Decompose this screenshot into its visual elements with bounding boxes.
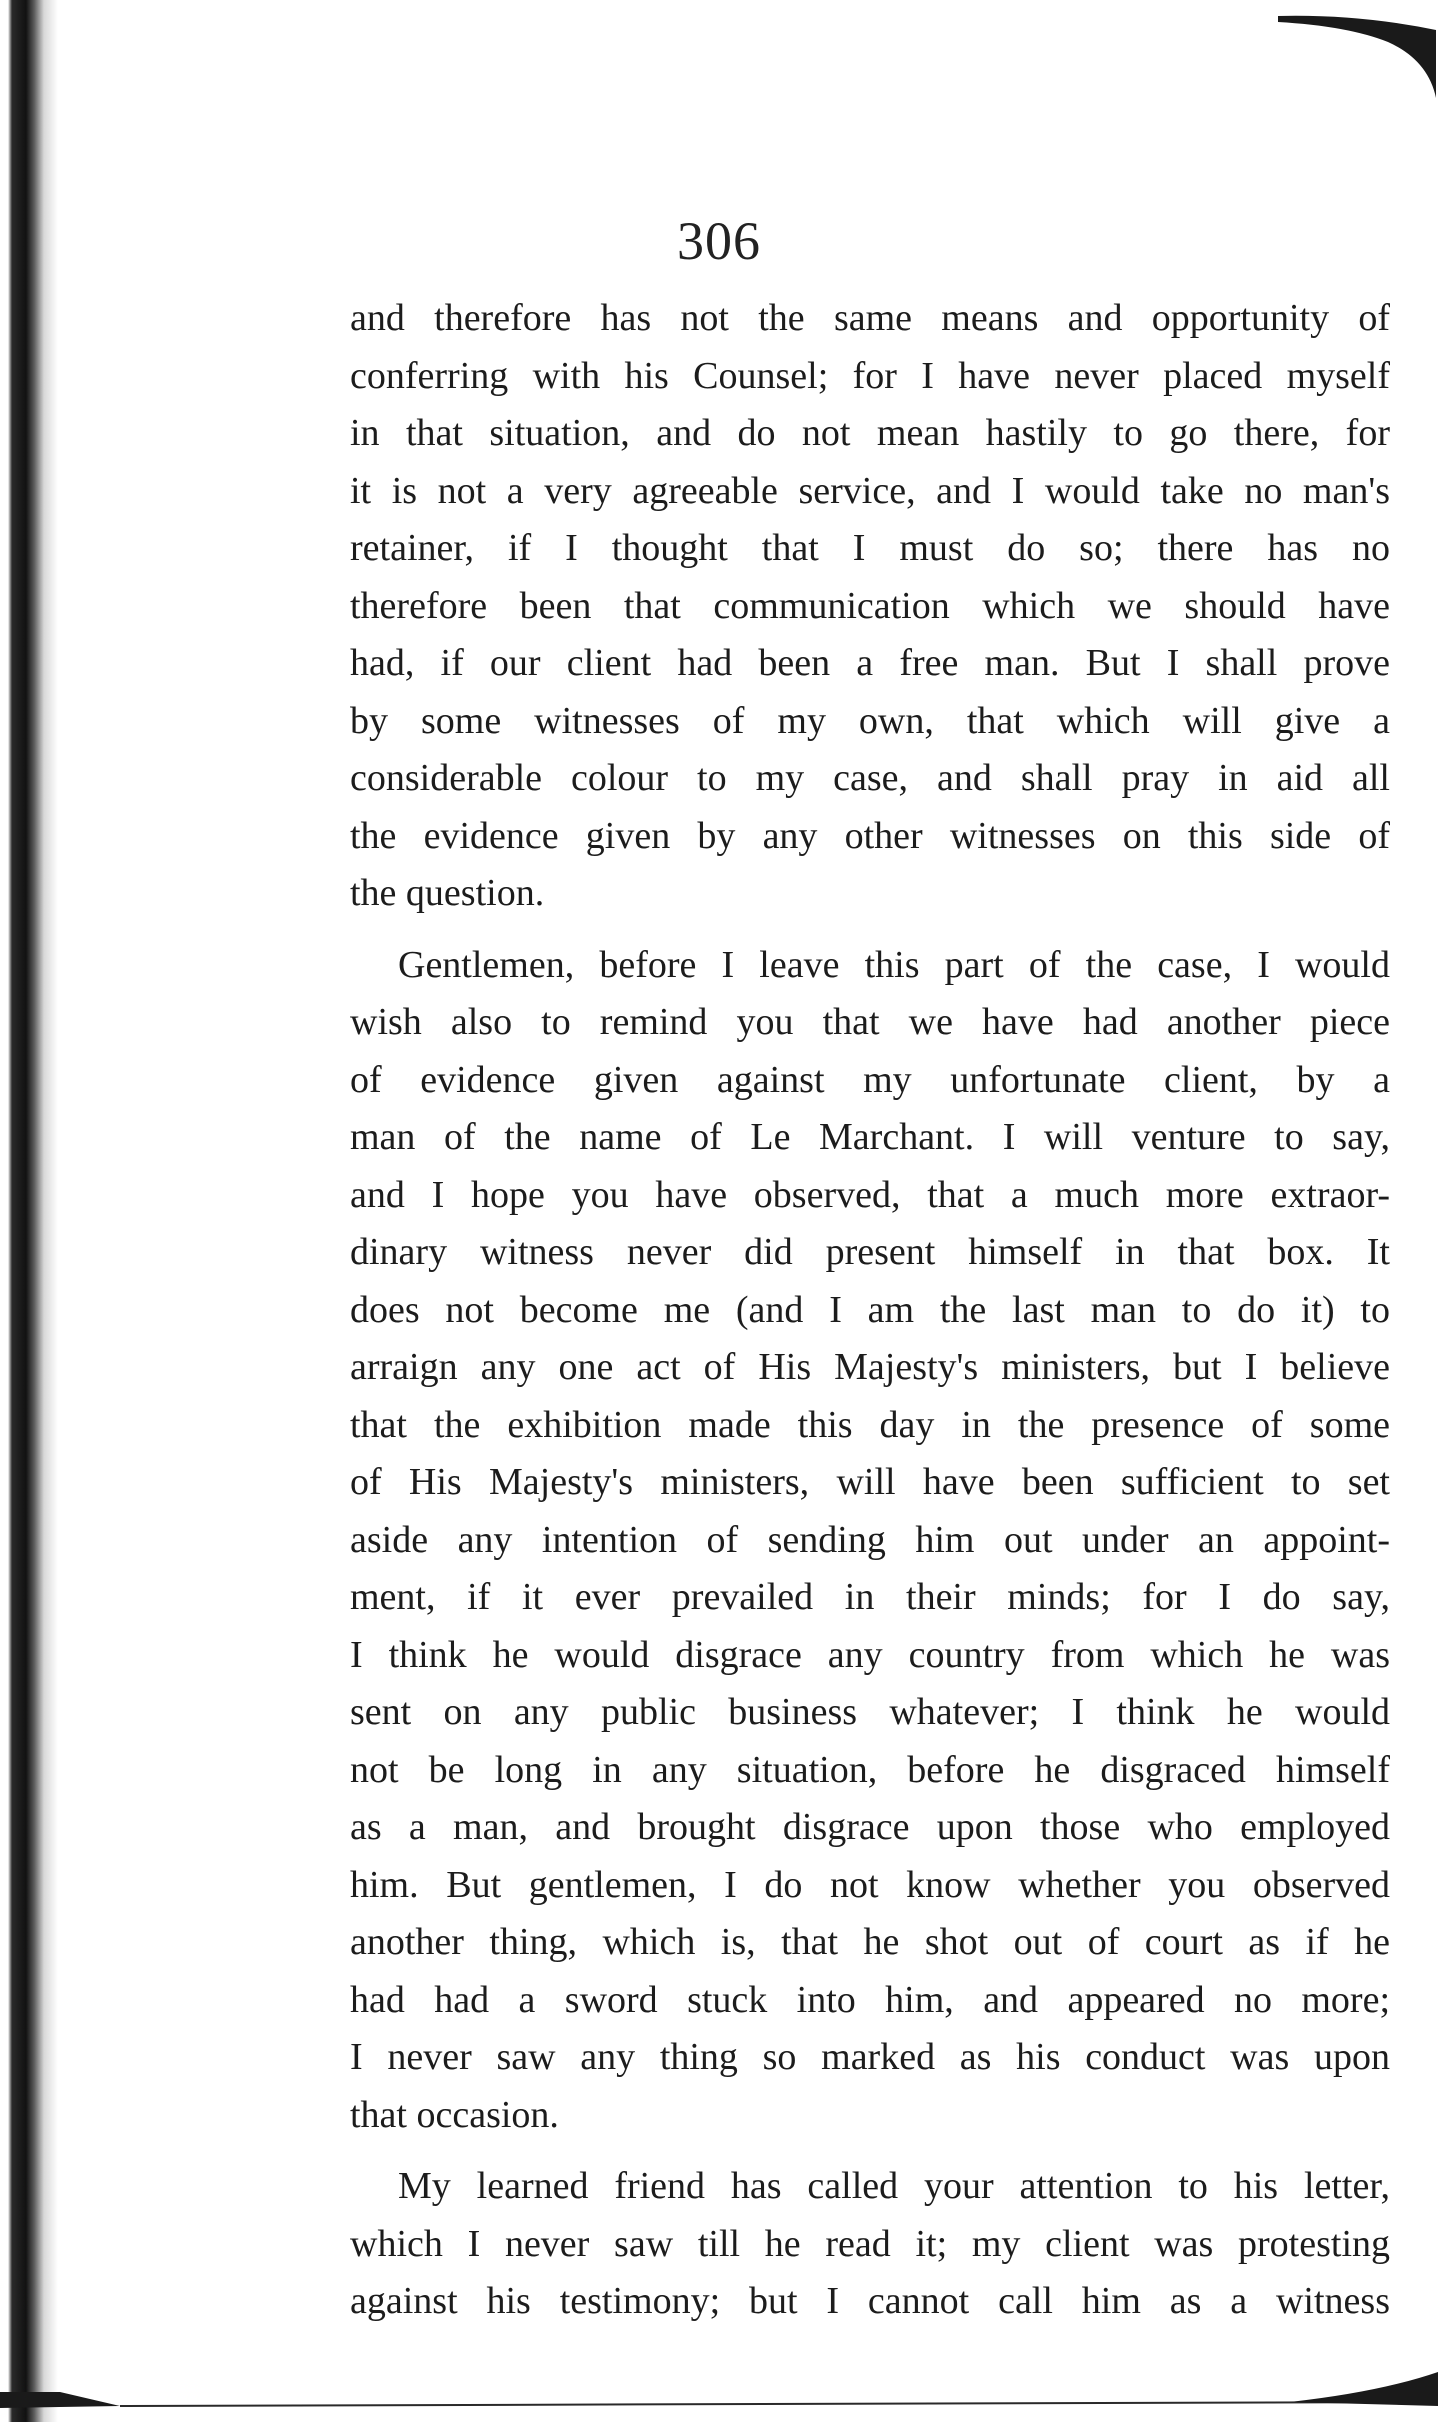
text-line: dinary witness never did present himself in that box. It bbox=[350, 1231, 1390, 1273]
text-line: retainer, if I thought that I must do so; there has no bbox=[350, 527, 1390, 569]
text-line: that the exhibition made this day in the presence of some bbox=[350, 1403, 1390, 1446]
text-line: had had a sword stuck into him, and appeared no more; bbox=[350, 1978, 1390, 2021]
body-text bbox=[350, 290, 1390, 2331]
text-line: of evidence given against my unfortunate client, by a bbox=[350, 1058, 1390, 1101]
page-corner-mark bbox=[1238, 0, 1438, 120]
page-number: 306 bbox=[677, 211, 761, 271]
text-line: another thing, which is, that he shot out of court as if he bbox=[350, 1921, 1390, 1963]
text-line: sent on any public business whatever; I think he would bbox=[350, 1691, 1390, 1733]
text-line: in that situation, and do not mean hastily to go there, for bbox=[350, 412, 1390, 454]
text-line: against his testimony; but I cannot call him as a witness bbox=[350, 2280, 1390, 2322]
text-line: aside any intention of sending him out under an appoint- bbox=[350, 1518, 1390, 1561]
text-line: considerable colour to my case, and shall pray in aid all bbox=[350, 757, 1390, 799]
text-line: by some witnesses of my own, that which will give a bbox=[350, 699, 1390, 742]
text-line: that occasion. bbox=[350, 2093, 559, 2136]
paragraph-3 bbox=[350, 2158, 1390, 2331]
text-line: not be long in any situation, before he disgraced himself bbox=[350, 1748, 1390, 1791]
text-line: My learned friend has called your attention to his letter, bbox=[398, 2165, 1390, 2207]
text-line: I think he would disgrace any country from which he was bbox=[350, 1633, 1390, 1676]
page-bottom-edge bbox=[0, 2362, 1438, 2422]
text-line: him. But gentlemen, I do not know whether you observed bbox=[350, 1863, 1390, 1906]
text-line: which I never saw till he read it; my client was protesting bbox=[350, 2222, 1390, 2265]
binding-shadow bbox=[0, 0, 60, 2422]
text-line: the question. bbox=[350, 872, 545, 914]
text-line: and I hope you have observed, that a much more extraor- bbox=[350, 1173, 1390, 1216]
paragraph-2 bbox=[350, 937, 1390, 2145]
text-line: and therefore has not the same means and opportunity of bbox=[350, 297, 1390, 339]
text-line: man of the name of Le Marchant. I will venture to say, bbox=[350, 1116, 1390, 1158]
text-line: does not become me (and I am the last man to do it) to bbox=[350, 1288, 1390, 1331]
text-line: the evidence given by any other witnesses on this side of bbox=[350, 814, 1390, 857]
text-line: ment, if it ever prevailed in their minds; for I do say, bbox=[350, 1576, 1390, 1618]
text-line: I never saw any thing so marked as his conduct was upon bbox=[350, 2036, 1390, 2078]
text-line: arraign any one act of His Majesty's ministers, but I believe bbox=[350, 1346, 1390, 1388]
text-line: had, if our client had been a free man. But I shall prove bbox=[350, 642, 1390, 684]
text-line: it is not a very agreeable service, and I would take no man's bbox=[350, 469, 1390, 512]
paragraph-1 bbox=[350, 290, 1390, 923]
text-line: wish also to remind you that we have had another piece bbox=[350, 1001, 1390, 1043]
text-line: Gentlemen, before I leave this part of the case, I would bbox=[398, 943, 1390, 986]
text-line: conferring with his Counsel; for I have never placed myself bbox=[350, 354, 1390, 397]
text-line: therefore been that communication which we should have bbox=[350, 584, 1390, 627]
text-line: as a man, and brought disgrace upon those who employed bbox=[350, 1806, 1390, 1848]
text-line: of His Majesty's ministers, will have been sufficient to set bbox=[350, 1461, 1390, 1503]
